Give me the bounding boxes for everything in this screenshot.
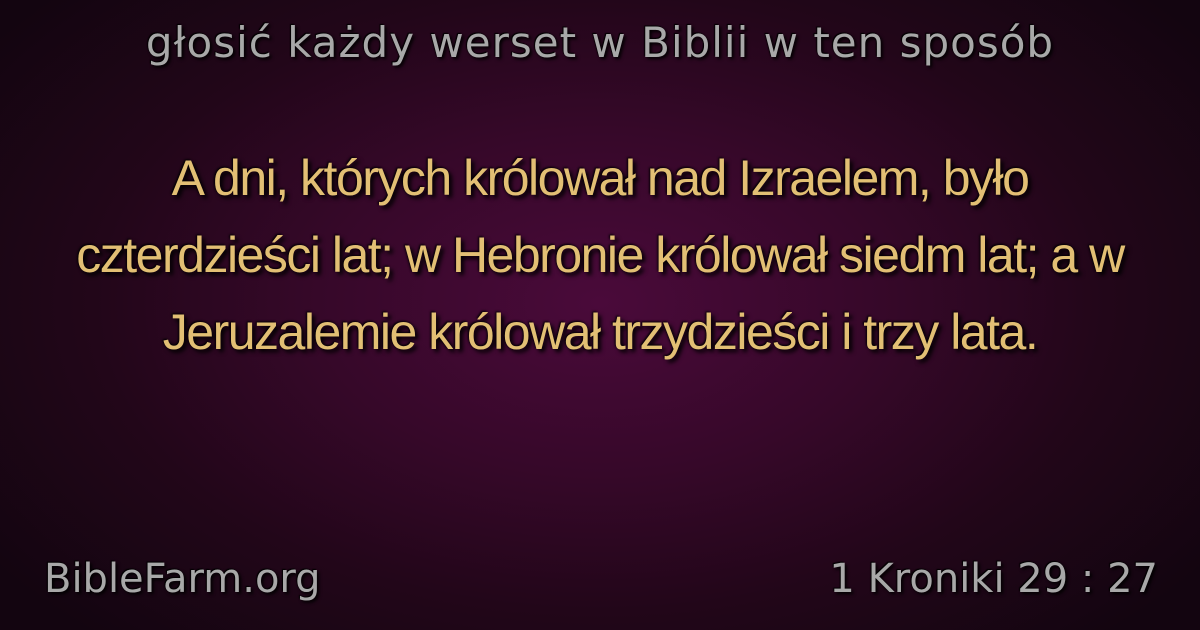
verse-reference: 1 Kroniki 29 : 27 bbox=[829, 556, 1158, 602]
tagline: głosić każdy werset w Biblii w ten sposób bbox=[145, 18, 1055, 67]
verse-text: A dni, których królował nad Izraelem, było czterdzieści lat; w Hebronie królował siedm lat; a w Jeruzalemie królował trzydzieści i trzy lata. bbox=[76, 150, 1124, 360]
site-name: BibleFarm.org bbox=[44, 556, 321, 602]
